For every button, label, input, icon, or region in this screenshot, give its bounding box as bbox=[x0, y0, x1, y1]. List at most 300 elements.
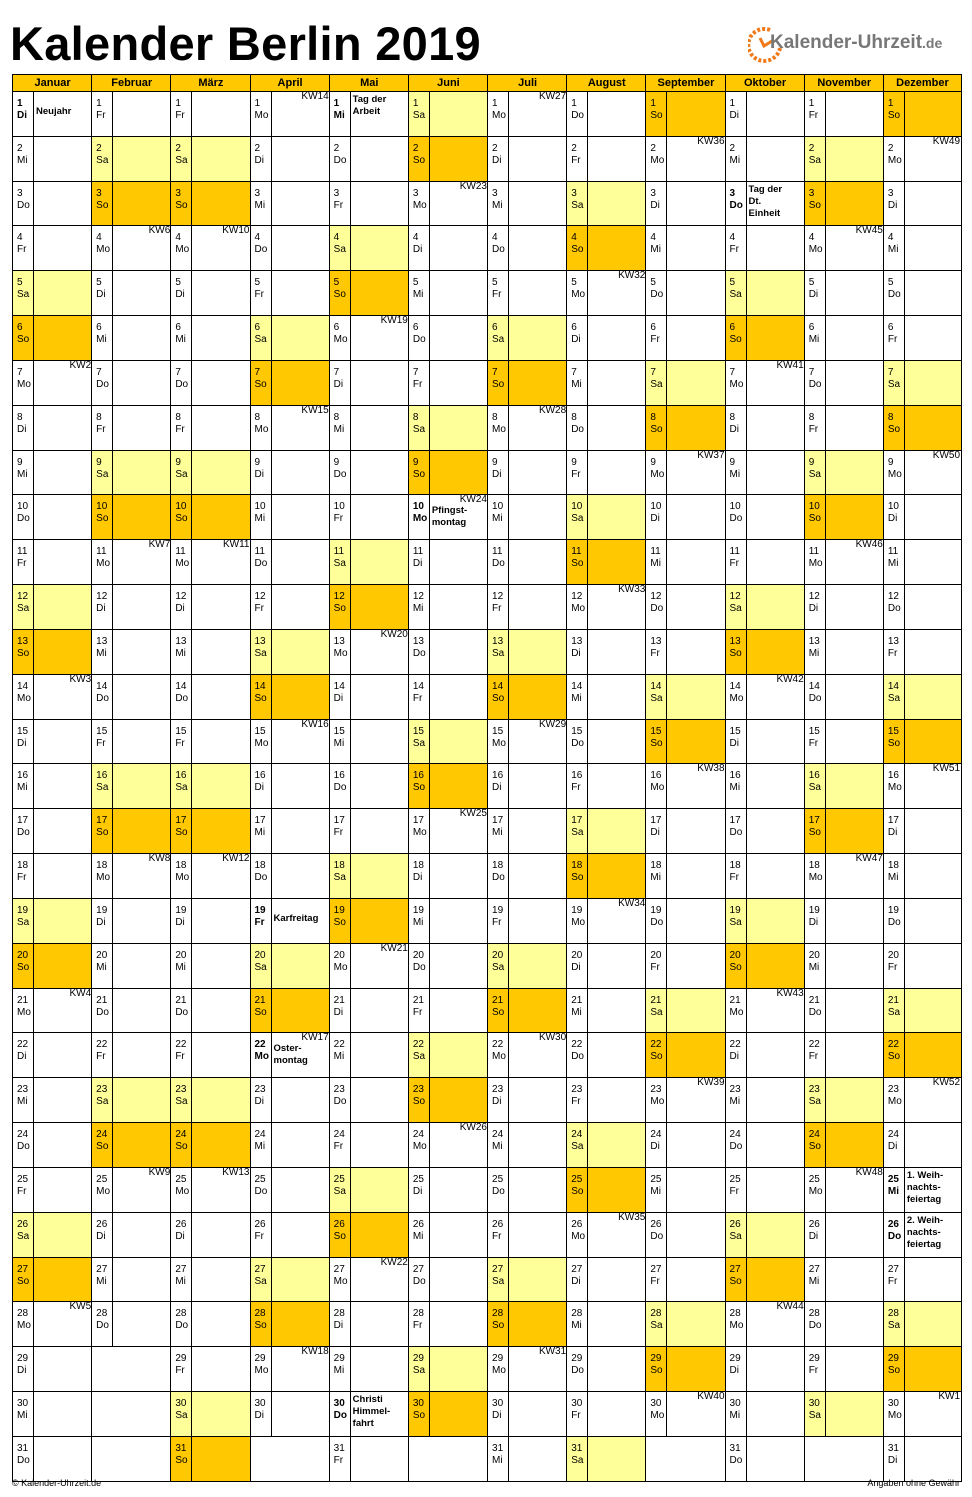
day-number: 14 bbox=[412, 680, 424, 692]
day-cell bbox=[487, 809, 567, 854]
day-number: 26 bbox=[412, 1218, 424, 1230]
date-label bbox=[13, 1033, 34, 1077]
day-number: 22 bbox=[333, 1039, 345, 1051]
date-label bbox=[646, 630, 667, 674]
holiday-name: Tag der Dt. Einheit bbox=[748, 183, 783, 219]
day-number: 3 bbox=[96, 187, 102, 199]
day-cell bbox=[250, 675, 330, 720]
day-number: 15 bbox=[650, 725, 662, 737]
day-number: 6 bbox=[254, 322, 261, 334]
day-cell bbox=[250, 1392, 330, 1437]
date-label bbox=[567, 92, 588, 136]
day-number: 10 bbox=[492, 501, 504, 513]
date-label bbox=[330, 630, 351, 674]
week-number: KW36 bbox=[697, 135, 725, 147]
day-number: 14 bbox=[96, 680, 108, 692]
weekday-label: Di bbox=[492, 1410, 502, 1422]
day-number: 27 bbox=[333, 1263, 345, 1275]
weekday-label: Fr bbox=[729, 1185, 739, 1197]
date-label bbox=[13, 271, 34, 315]
date-label bbox=[567, 944, 588, 988]
day-number: 13 bbox=[729, 635, 741, 647]
month-header: Dezember bbox=[883, 74, 962, 92]
date-label bbox=[92, 1168, 113, 1212]
day-cell bbox=[883, 451, 962, 496]
day-number: 23 bbox=[175, 1084, 187, 1096]
date-label bbox=[884, 361, 905, 405]
date-label bbox=[567, 182, 588, 226]
week-number: KW39 bbox=[697, 1077, 725, 1089]
date-label bbox=[726, 585, 747, 629]
weekday-label: Mi bbox=[729, 468, 741, 480]
day-cell bbox=[250, 182, 330, 227]
weekday-label: Mi bbox=[571, 378, 582, 390]
day-cell bbox=[170, 406, 250, 451]
day-cell bbox=[170, 585, 250, 630]
date-label bbox=[488, 1078, 509, 1122]
day-cell bbox=[408, 182, 488, 227]
weekday-label: Fr bbox=[492, 603, 502, 615]
week-number: KW2 bbox=[69, 359, 92, 371]
weekday-label: Fr bbox=[412, 692, 423, 704]
date-label bbox=[567, 899, 588, 943]
day-number: 7 bbox=[650, 366, 656, 378]
date-label bbox=[92, 1302, 113, 1346]
weekday-label: So bbox=[412, 1096, 426, 1108]
weekday-label: Do bbox=[333, 154, 347, 166]
date-label bbox=[646, 316, 667, 360]
weekday-label: Fr bbox=[808, 110, 819, 121]
weekday-label: Do bbox=[17, 1141, 30, 1153]
weekday-label: Mo bbox=[887, 1410, 902, 1422]
day-number: 18 bbox=[887, 860, 899, 872]
day-cell bbox=[804, 271, 884, 316]
day-number: 8 bbox=[650, 411, 656, 423]
date-label bbox=[251, 1168, 272, 1212]
weekday-label: Mo bbox=[17, 1320, 31, 1332]
day-cell bbox=[487, 451, 567, 496]
day-cell bbox=[566, 764, 646, 809]
weekday-label: Mi bbox=[333, 737, 345, 749]
date-label bbox=[884, 989, 905, 1033]
day-cell bbox=[645, 495, 725, 540]
date-label bbox=[726, 764, 747, 808]
date-label bbox=[567, 137, 588, 181]
weekday-label: Do bbox=[96, 692, 109, 704]
weekday-label: Di bbox=[808, 289, 819, 301]
day-number: 9 bbox=[571, 456, 577, 468]
day-cell bbox=[408, 1347, 488, 1392]
month-header: November bbox=[804, 74, 884, 92]
date-label bbox=[884, 271, 905, 315]
date-label bbox=[409, 1033, 430, 1077]
day-cell bbox=[408, 1392, 488, 1437]
month-header: Juli bbox=[487, 74, 567, 92]
empty-cell bbox=[91, 1347, 171, 1392]
week-number: KW46 bbox=[855, 539, 883, 551]
date-label bbox=[251, 1258, 272, 1302]
day-number: 13 bbox=[96, 635, 108, 647]
day-number: 31 bbox=[333, 1442, 345, 1454]
weekday-label: Mo bbox=[17, 1006, 31, 1018]
date-label bbox=[409, 764, 430, 808]
date-label bbox=[171, 1437, 192, 1481]
day-number: 9 bbox=[175, 456, 181, 468]
day-cell bbox=[250, 451, 330, 496]
weekday-label: Sa bbox=[17, 916, 30, 928]
day-cell bbox=[170, 182, 250, 227]
day-cell bbox=[12, 1033, 92, 1078]
weekday-label: Mi bbox=[492, 199, 503, 211]
day-number: 14 bbox=[254, 680, 266, 692]
day-number: 17 bbox=[492, 815, 504, 827]
weekday-label: Fr bbox=[492, 916, 502, 928]
date-label bbox=[171, 1302, 192, 1346]
weekday-label: Sa bbox=[412, 737, 426, 749]
day-number: 26 bbox=[333, 1218, 345, 1230]
weekday-label: Do bbox=[492, 872, 505, 884]
day-number: 14 bbox=[887, 680, 899, 692]
day-number: 29 bbox=[333, 1353, 345, 1365]
date-label bbox=[409, 137, 430, 181]
day-cell bbox=[408, 1168, 488, 1213]
date-label bbox=[726, 1258, 747, 1302]
day-number: 26 bbox=[254, 1218, 266, 1230]
day-cell bbox=[725, 1123, 805, 1168]
day-cell bbox=[804, 899, 884, 944]
day-cell bbox=[91, 585, 171, 630]
date-label bbox=[488, 1258, 509, 1302]
weekday-label: Do bbox=[650, 916, 664, 928]
weekday-label: So bbox=[571, 1185, 584, 1197]
day-number: 2 bbox=[808, 142, 815, 154]
date-label bbox=[488, 1168, 509, 1212]
day-cell bbox=[883, 1078, 962, 1123]
day-number: 8 bbox=[96, 411, 102, 423]
date-label bbox=[330, 854, 351, 898]
date-label bbox=[13, 226, 34, 270]
weekday-label: Di bbox=[887, 199, 898, 211]
day-number: 30 bbox=[571, 1398, 583, 1410]
day-cell bbox=[487, 1437, 567, 1482]
weekday-label: Mo bbox=[492, 1051, 506, 1063]
month-header: Juni bbox=[408, 74, 488, 92]
day-number: 4 bbox=[333, 232, 340, 244]
date-label bbox=[13, 1213, 34, 1257]
weekday-label: Di bbox=[175, 916, 185, 928]
week-number: KW15 bbox=[301, 404, 329, 416]
day-number: 5 bbox=[887, 277, 894, 289]
week-number: KW42 bbox=[776, 673, 804, 685]
day-number: 2 bbox=[96, 142, 102, 154]
day-cell bbox=[566, 1302, 646, 1347]
weekday-label: Sa bbox=[808, 782, 821, 794]
date-label bbox=[251, 1392, 272, 1436]
day-cell bbox=[804, 764, 884, 809]
weekday-label: So bbox=[333, 1230, 346, 1242]
weekday-label: Mi bbox=[17, 1410, 28, 1422]
date-label bbox=[171, 1078, 192, 1122]
weekday-label: Di bbox=[492, 154, 502, 166]
weekday-label: So bbox=[96, 199, 109, 211]
day-number: 16 bbox=[729, 770, 741, 782]
day-cell bbox=[566, 92, 646, 137]
date-label bbox=[13, 944, 34, 988]
day-number: 29 bbox=[650, 1353, 662, 1365]
day-number: 13 bbox=[571, 635, 583, 647]
day-cell bbox=[329, 1302, 409, 1347]
day-cell bbox=[566, 899, 646, 944]
weekday-label: Mi bbox=[492, 1141, 503, 1153]
date-label bbox=[13, 720, 34, 764]
weekday-label: Fr bbox=[571, 468, 581, 480]
weekday-label: Mi bbox=[333, 110, 345, 121]
day-cell bbox=[329, 675, 409, 720]
date-label bbox=[409, 495, 430, 539]
weekday-label: Mi bbox=[333, 1051, 345, 1063]
logo-text: Kalender-Uhrzeit.de bbox=[770, 32, 943, 53]
date-label bbox=[488, 630, 509, 674]
day-cell bbox=[170, 1437, 250, 1482]
date-label bbox=[805, 809, 826, 853]
day-number: 21 bbox=[254, 994, 266, 1006]
date-label bbox=[567, 854, 588, 898]
weekday-label: Fr bbox=[412, 378, 423, 390]
weekday-label: Mi bbox=[254, 1141, 266, 1153]
day-number: 3 bbox=[492, 187, 498, 199]
day-number: 18 bbox=[650, 860, 662, 872]
date-label bbox=[805, 585, 826, 629]
day-cell bbox=[645, 1302, 725, 1347]
weekday-label: Di bbox=[17, 110, 27, 121]
weekday-label: Di bbox=[887, 827, 898, 839]
day-number: 22 bbox=[650, 1039, 662, 1051]
weekday-label: So bbox=[175, 199, 188, 211]
weekday-label: Di bbox=[412, 1185, 423, 1197]
day-cell bbox=[12, 1078, 92, 1123]
weekday-label: Mo bbox=[729, 692, 744, 704]
weekday-label: Mo bbox=[571, 1230, 586, 1242]
week-number: KW13 bbox=[222, 1166, 250, 1178]
weekday-label: Mo bbox=[492, 737, 506, 749]
date-label bbox=[171, 1347, 192, 1391]
date-label bbox=[171, 854, 192, 898]
day-number: 11 bbox=[96, 546, 107, 558]
weekday-label: Fr bbox=[571, 1410, 581, 1422]
weekday-label: So bbox=[729, 961, 742, 973]
day-cell bbox=[645, 1033, 725, 1078]
day-number: 20 bbox=[17, 949, 29, 961]
weekday-label: Fr bbox=[887, 961, 898, 973]
day-number: 10 bbox=[887, 501, 899, 513]
weekday-label: Fr bbox=[887, 647, 898, 659]
day-number: 25 bbox=[729, 1173, 741, 1185]
week-number: KW40 bbox=[697, 1391, 725, 1403]
date-label bbox=[726, 1033, 747, 1077]
week-number: KW16 bbox=[301, 718, 329, 730]
weekday-label: Di bbox=[492, 782, 502, 794]
site-logo[interactable] bbox=[748, 20, 970, 70]
day-number: 31 bbox=[175, 1442, 187, 1454]
date-label bbox=[884, 495, 905, 539]
weekday-label: Fr bbox=[96, 110, 106, 121]
date-label bbox=[567, 451, 588, 495]
day-cell bbox=[645, 1258, 725, 1303]
date-label bbox=[805, 406, 826, 450]
day-number: 13 bbox=[17, 635, 29, 647]
week-number: KW34 bbox=[618, 897, 646, 909]
date-label bbox=[171, 764, 192, 808]
date-label bbox=[409, 809, 430, 853]
day-cell bbox=[883, 1258, 962, 1303]
day-number: 30 bbox=[17, 1398, 29, 1410]
day-number: 6 bbox=[492, 322, 498, 334]
date-label bbox=[488, 809, 509, 853]
day-number: 31 bbox=[492, 1442, 504, 1454]
day-number: 1 bbox=[650, 98, 656, 109]
weekday-label: Mo bbox=[254, 423, 269, 435]
day-number: 1 bbox=[333, 98, 340, 109]
weekday-label: Sa bbox=[808, 1410, 821, 1422]
date-label bbox=[726, 630, 747, 674]
weekday-label: Mo bbox=[96, 244, 111, 256]
weekday-label: Fr bbox=[333, 1141, 344, 1153]
weekday-label: Di bbox=[96, 916, 106, 928]
weekday-label: Sa bbox=[887, 1320, 901, 1332]
day-number: 26 bbox=[175, 1218, 187, 1230]
weekday-label: Sa bbox=[333, 244, 346, 256]
day-number: 23 bbox=[492, 1084, 504, 1096]
day-number: 4 bbox=[175, 232, 181, 244]
weekday-label: Mo bbox=[571, 916, 586, 928]
weekday-label: Mo bbox=[808, 872, 823, 884]
day-cell bbox=[91, 92, 171, 137]
day-cell bbox=[91, 316, 171, 361]
date-label bbox=[251, 1078, 272, 1122]
day-number: 20 bbox=[333, 949, 345, 961]
date-label bbox=[13, 1437, 34, 1481]
holiday-name: Christi Himmel- fahrt bbox=[352, 1394, 391, 1430]
day-cell bbox=[645, 944, 725, 989]
weekday-label: So bbox=[650, 737, 663, 749]
weekday-label: Do bbox=[17, 513, 30, 525]
month-header: April bbox=[250, 74, 330, 92]
day-number: 7 bbox=[412, 366, 419, 378]
day-number: 31 bbox=[887, 1442, 899, 1454]
day-number: 5 bbox=[808, 277, 815, 289]
day-cell bbox=[804, 1302, 884, 1347]
empty-cell bbox=[250, 1437, 330, 1482]
date-label bbox=[884, 540, 905, 584]
weekday-label: Mi bbox=[808, 334, 820, 346]
day-number: 7 bbox=[17, 366, 23, 378]
weekday-label: Mi bbox=[571, 692, 582, 704]
day-cell bbox=[883, 406, 962, 451]
date-label bbox=[13, 1347, 34, 1391]
day-number: 27 bbox=[254, 1263, 266, 1275]
day-cell bbox=[487, 182, 567, 227]
weekday-label: Do bbox=[808, 1320, 822, 1332]
weekday-label: Mo bbox=[175, 1185, 190, 1197]
day-number: 7 bbox=[808, 366, 815, 378]
weekday-label: Fr bbox=[333, 1454, 344, 1466]
date-label bbox=[726, 226, 747, 270]
day-number: 16 bbox=[333, 770, 345, 782]
empty-cell bbox=[645, 1437, 725, 1482]
weekday-label: Sa bbox=[17, 603, 30, 615]
date-label bbox=[726, 92, 747, 136]
day-number: 21 bbox=[96, 994, 108, 1006]
weekday-label: Mi bbox=[175, 1275, 186, 1287]
weekday-label: Fr bbox=[333, 199, 344, 211]
month-header: Mai bbox=[329, 74, 409, 92]
day-cell bbox=[329, 92, 409, 137]
day-number: 13 bbox=[254, 635, 266, 647]
day-number: 26 bbox=[571, 1218, 583, 1230]
day-cell bbox=[566, 675, 646, 720]
day-cell bbox=[883, 809, 962, 854]
day-cell bbox=[804, 1078, 884, 1123]
date-label bbox=[567, 1392, 588, 1436]
day-cell bbox=[12, 899, 92, 944]
day-number: 13 bbox=[808, 635, 820, 647]
weekday-label: Mi bbox=[96, 1275, 107, 1287]
weekday-label: Do bbox=[887, 289, 901, 301]
week-number: KW49 bbox=[932, 135, 961, 147]
day-cell bbox=[487, 1213, 567, 1258]
day-number: 13 bbox=[333, 635, 345, 647]
day-cell bbox=[804, 451, 884, 496]
date-label bbox=[567, 675, 588, 719]
date-label bbox=[488, 1302, 509, 1346]
day-cell bbox=[725, 226, 805, 271]
weekday-label: Fr bbox=[650, 334, 660, 346]
day-cell bbox=[250, 1033, 330, 1078]
weekday-label: Mi bbox=[254, 513, 266, 525]
day-cell bbox=[91, 1123, 171, 1168]
day-cell bbox=[883, 495, 962, 540]
day-cell bbox=[645, 92, 725, 137]
weekday-label: So bbox=[254, 1006, 267, 1018]
weekday-label: So bbox=[333, 916, 346, 928]
day-cell bbox=[804, 630, 884, 675]
week-number: KW11 bbox=[222, 539, 250, 551]
day-number: 15 bbox=[571, 725, 583, 737]
weekday-label: So bbox=[729, 1275, 742, 1287]
weekday-label: Mi bbox=[808, 647, 820, 659]
weekday-label: Fr bbox=[96, 423, 106, 435]
weekday-label: Sa bbox=[571, 1454, 584, 1466]
date-label bbox=[805, 1302, 826, 1346]
day-number: 30 bbox=[254, 1398, 266, 1410]
page-title: Kalender Berlin 2019 bbox=[10, 17, 481, 70]
date-label bbox=[726, 316, 747, 360]
day-cell bbox=[170, 271, 250, 316]
weekday-label: Mi bbox=[650, 244, 661, 256]
date-label bbox=[726, 675, 747, 719]
day-cell bbox=[250, 585, 330, 630]
day-cell bbox=[883, 1392, 962, 1437]
weekday-label: Sa bbox=[887, 378, 901, 390]
day-cell bbox=[12, 1123, 92, 1168]
date-label bbox=[251, 899, 272, 943]
week-number: KW17 bbox=[301, 1032, 329, 1044]
day-number: 22 bbox=[887, 1039, 899, 1051]
date-label bbox=[251, 406, 272, 450]
date-label bbox=[330, 944, 351, 988]
weekday-label: Fr bbox=[17, 872, 27, 884]
date-label bbox=[92, 989, 113, 1033]
